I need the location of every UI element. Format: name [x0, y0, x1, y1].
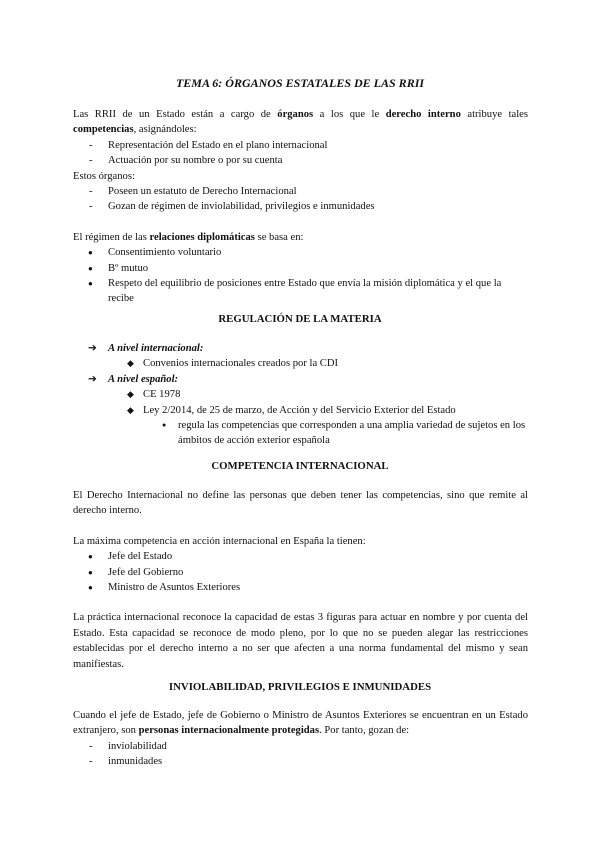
section-heading-competencia: COMPETENCIA INTERNACIONAL — [211, 460, 389, 472]
competencia-list — [73, 549, 528, 595]
competencia-section — [73, 488, 528, 672]
list-item-ley — [108, 403, 528, 449]
organos-list — [73, 184, 528, 215]
text-run: . Por tanto, gozan de: — [319, 725, 410, 737]
arrow-right-icon: ➔ — [88, 373, 97, 385]
espanol-sublist — [108, 387, 528, 449]
text-run: Las RRII de un Estado están a cargo de — [73, 109, 278, 120]
list-item: ● Jefe del Estado — [73, 549, 528, 564]
competencia-paragraph-2: La máxima competencia en acción internacional en España la tienen: — [73, 535, 366, 547]
list-item: ● Bº mutuo — [73, 261, 528, 276]
regimen-list — [73, 245, 528, 307]
competencia-paragraph-3: La práctica internacional reconoce la capacidad de estas 3 figuras para actuar en nombre y por cuenta del Estado. Esta capacidad se reconoce de modo pleno, por lo que no se pueden alegar las restricciones establecidas por el derecho interno a no ser que afecten a una norma fundamental del mismo y sean manifiestas. — [73, 612, 528, 670]
arrow-right-icon: ➔ — [88, 343, 97, 354]
list-item-internacional — [73, 341, 528, 372]
text-run: se basa en: — [254, 231, 304, 243]
organos-intro: Estos órganos: — [73, 170, 135, 182]
inviolabilidad-list — [73, 739, 528, 770]
list-item: - Gozan de régimen de inviolabilidad, privilegios e inmunidades — [73, 199, 528, 214]
list-item-espanol — [73, 372, 528, 449]
page-title: TEMA 6: ÓRGANOS ESTATALES DE LAS RRII — [175, 76, 425, 90]
competencia-paragraph-1: El Derecho Internacional no define las personas que deben tener las competencias, sino que remite al derecho interno. — [73, 490, 528, 517]
section-heading-regulacion: REGULACIÓN DE LA MATERIA — [218, 313, 382, 325]
list-item: ● Ministro de Asuntos Exteriores — [73, 580, 528, 595]
list-item: - Poseen un estatuto de Derecho Internacional — [73, 184, 528, 199]
list-item: ◆ CE 1978 — [108, 387, 528, 402]
section-heading-inviolabilidad: INVIOLABILIDAD, PRIVILEGIOS E INMUNIDADES — [168, 681, 432, 693]
inviolabilidad-section — [73, 708, 528, 770]
list-item: ● Jefe del Gobierno — [73, 565, 528, 580]
label-espanol: A nivel español: — [108, 373, 179, 385]
ley-sublist — [143, 418, 528, 449]
text-run: , asignándoles: — [133, 124, 197, 136]
bold-term-relaciones: relaciones diplomáticas — [149, 231, 255, 243]
ley-text: Ley 2/2014, de 25 de marzo, de Acción y del Servicio Exterior del Estado — [143, 404, 456, 416]
regulacion-section — [73, 341, 528, 449]
list-item: - inmunidades — [73, 754, 528, 769]
list-item: ◆ Convenios internacionales creados por la CDI — [108, 356, 528, 371]
text-run: a los que le — [313, 109, 386, 120]
list-item: ● Consentimiento voluntario — [73, 245, 528, 260]
label-internacional: A nivel internacional: — [108, 343, 204, 354]
list-item: ● regula las competencias que corresponden a una amplia variedad de sujetos en los ámbitos de acción exterior española — [143, 418, 528, 449]
regulacion-list — [73, 341, 528, 449]
text-run: El régimen de las — [73, 231, 150, 243]
inviolabilidad-paragraph — [73, 708, 528, 739]
bold-term-competencias: competencias — [73, 124, 134, 136]
intro-paragraph — [73, 107, 528, 138]
list-item: ● Respeto del equilibrio de posiciones entre Estado que envía la misión diplomática y el que la recibe — [73, 276, 528, 307]
bold-term-derecho-interno: derecho interno — [385, 109, 461, 120]
list-item: - Representación del Estado en el plano internacional — [73, 138, 528, 153]
bold-term-protegidas: personas internacionalmente protegidas — [138, 725, 320, 737]
internacional-sublist — [108, 356, 528, 371]
text-run: atribuye tales — [460, 109, 529, 120]
bold-term-organos: órganos — [277, 109, 314, 120]
list-item: - inviolabilidad — [73, 739, 528, 754]
regimen-paragraph — [73, 230, 528, 245]
text-run: Cuando el jefe de Estado, jefe de Gobierno o Ministro de Asuntos Exteriores se encuentran en un Estado extranjero, son — [73, 710, 528, 737]
functions-list — [73, 138, 528, 169]
list-item: - Actuación por su nombre o por su cuenta — [73, 153, 528, 168]
intro-section — [73, 107, 528, 307]
